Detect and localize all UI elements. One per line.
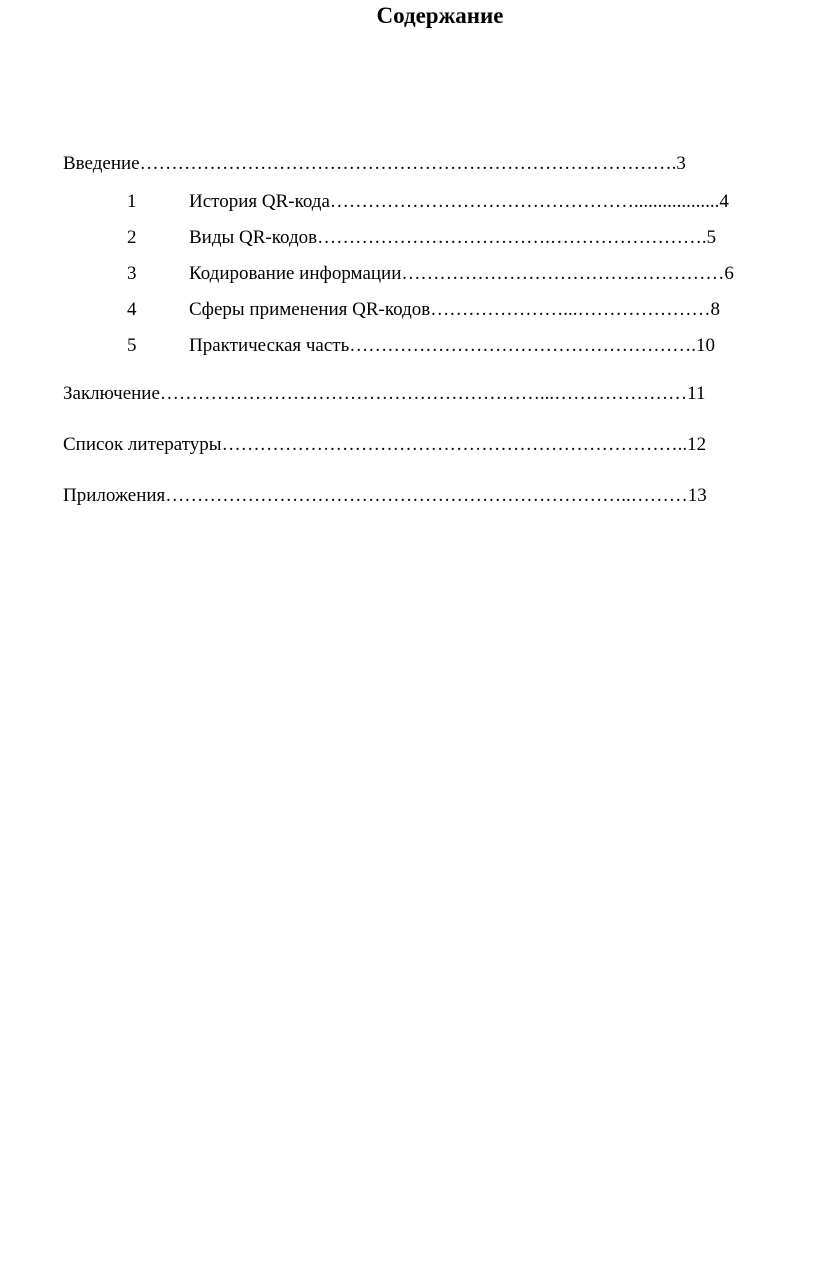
toc-item-number-4: 4 <box>127 299 137 320</box>
toc-item-introduction: Введение………………………………………………………………………….3 <box>63 153 686 174</box>
page-title: Содержание <box>376 3 504 28</box>
toc-item-number-5: 5 <box>127 335 137 356</box>
toc-item-history: История QR-кода…………………………………………..................4 <box>189 191 729 212</box>
toc-item-conclusion: Заключение……………………………………………………...…………………11 <box>63 383 706 404</box>
toc-item-number-3: 3 <box>127 263 137 284</box>
toc-item-number-2: 2 <box>127 227 137 248</box>
toc-item-types: Виды QR-кодов……………………………….…………………….5 <box>189 227 717 248</box>
toc-item-bibliography: Список литературы………………………………………………………………..12 <box>63 434 707 455</box>
toc-item-applications: Сферы применения QR-кодов…………………...…………………8 <box>189 299 720 320</box>
toc-item-encoding: Кодирование информации……………………………………………6 <box>189 263 734 284</box>
toc-item-practical: Практическая часть……………………………………………….10 <box>189 335 716 356</box>
toc-item-appendices: Приложения………………………………………………………………..………13 <box>63 485 707 506</box>
toc-item-number-1: 1 <box>127 191 137 212</box>
